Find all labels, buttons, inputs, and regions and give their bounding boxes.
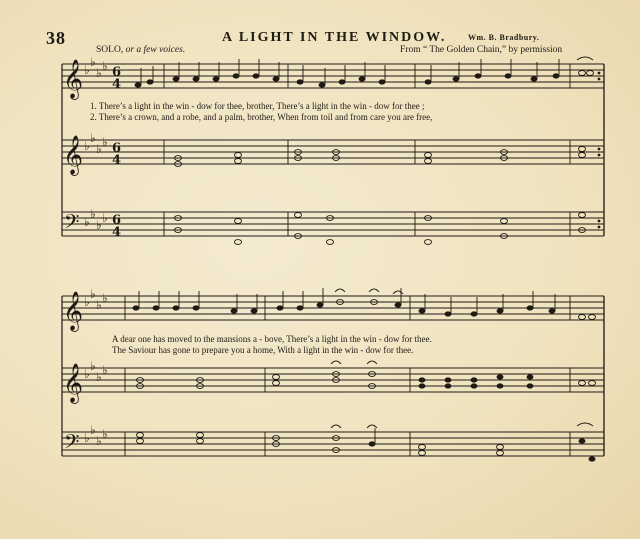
svg-text:♭: ♭ [102,427,108,441]
verse-1-lyrics: 1. There’s a light in the win - dow for thee, brother, There’s a light in the win - dow for thee ; [90,101,425,111]
svg-text:♭: ♭ [90,287,96,301]
svg-text:♭: ♭ [90,207,96,221]
svg-text:♭: ♭ [90,131,96,145]
system2-lyrics-line-1: A dear one has moved to the mansions a - bove, There’s a light in the win - dow for thee. [112,334,432,344]
svg-text:♭: ♭ [102,363,108,377]
svg-text:♭: ♭ [102,59,108,73]
svg-text:♭: ♭ [96,66,102,80]
bass-clef-icon: 𝄢 [64,210,80,238]
svg-text:♭: ♭ [96,298,102,312]
svg-text:♭: ♭ [96,142,102,156]
time-sig-top: 6 [112,65,122,80]
bass-clef-icon: 𝄢 [64,430,80,458]
svg-text:♭: ♭ [90,55,96,69]
treble-clef-icon: 𝄞 [63,363,84,403]
svg-text:♭: ♭ [84,63,90,77]
system1-treble-staff [62,64,604,88]
svg-text:♭: ♭ [84,139,90,153]
treble-clef-icon: 𝄞 [63,135,84,175]
time-sig-top: 6 [112,213,122,228]
time-signature [112,65,121,240]
svg-text:♭: ♭ [84,367,90,381]
svg-text:♭: ♭ [84,295,90,309]
svg-text:♭: ♭ [102,135,108,149]
time-sig-top: 6 [112,141,122,156]
svg-text:♭: ♭ [102,211,108,225]
svg-text:♭: ♭ [84,215,90,229]
system1-barlines [164,64,604,236]
svg-text:♭: ♭ [96,434,102,448]
source-credit: From “ The Golden Chain,” by permission [400,45,563,55]
system1-bass-staff [62,212,604,236]
svg-text:♭: ♭ [90,423,96,437]
system2-treble-staff [62,296,604,320]
page-number: 38 [46,28,66,48]
song-title: A LIGHT IN THE WINDOW. [222,30,447,45]
svg-text:♭: ♭ [102,291,108,305]
verse-2-lyrics: 2. There’s a crown, and a robe, and a palm, brother, When from toil and from care you are free, [90,112,433,122]
performance-note-solo: SOLO, [96,45,124,55]
time-sig-bottom: 4 [112,77,122,92]
svg-text:♭: ♭ [96,218,102,232]
composer-credit: Wm. B. Bradbury. [468,33,540,42]
treble-clef-icon: 𝄞 [63,291,84,331]
system2-lyrics-line-2: The Saviour has gone to prepare you a home, With a light in the win - dow for thee. [112,345,414,355]
svg-text:♭: ♭ [96,370,102,384]
time-sig-bottom: 4 [112,153,122,168]
time-sig-bottom: 4 [112,225,122,240]
svg-text:♭: ♭ [84,431,90,445]
system1-alto-staff [62,140,604,164]
performance-note-voices: or a few voices. [125,45,186,55]
treble-clef-icon: 𝄞 [63,59,84,99]
svg-text:♭: ♭ [90,359,96,373]
